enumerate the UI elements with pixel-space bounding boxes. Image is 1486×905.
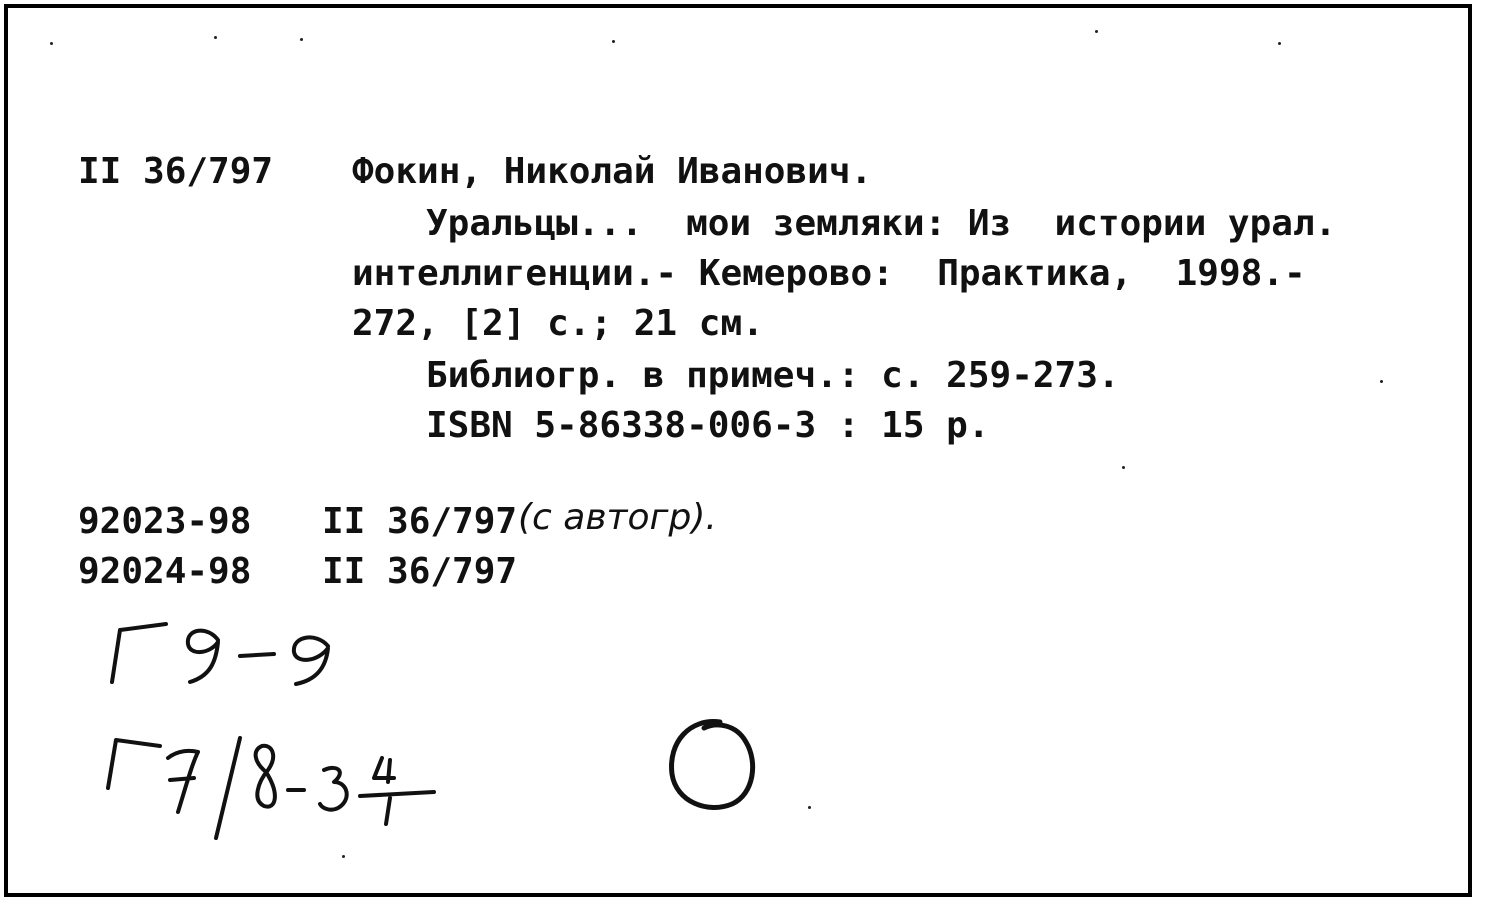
speck [808,806,811,809]
speck [214,36,217,39]
inventory-number: 92024-98 [78,551,252,592]
inventory-number: 92023-98 [78,501,252,542]
call-number: II 36/797 [78,151,274,192]
title-line-1: Уральцы... мои земляки: Из истории урал. [426,203,1337,244]
handwritten-note: (с автогр). [518,497,717,538]
speck [1380,380,1383,383]
author-heading: Фокин, Николай Иванович. [352,151,873,192]
speck [300,38,303,41]
speck [1278,42,1281,45]
title-line-2: интеллигенции.- Кемерово: Практика, 1998.- [352,253,1306,294]
speck [342,855,345,858]
isbn-price: ISBN 5-86338-006-3 : 15 р. [426,405,990,446]
handwritten-mark-2 [90,720,450,850]
speck [612,40,615,43]
title-line-3: 272, [2] с.; 21 см. [352,303,764,344]
handwritten-mark-1 [90,610,360,700]
bibliography-note: Библиогр. в примеч.: с. 259-273. [426,355,1120,396]
shelf-mark: II 36/797 [322,551,518,592]
handwritten-circle [660,712,760,822]
speck [1095,30,1098,33]
speck [50,42,53,45]
speck [1122,466,1125,469]
shelf-mark: II 36/797 [322,501,518,542]
